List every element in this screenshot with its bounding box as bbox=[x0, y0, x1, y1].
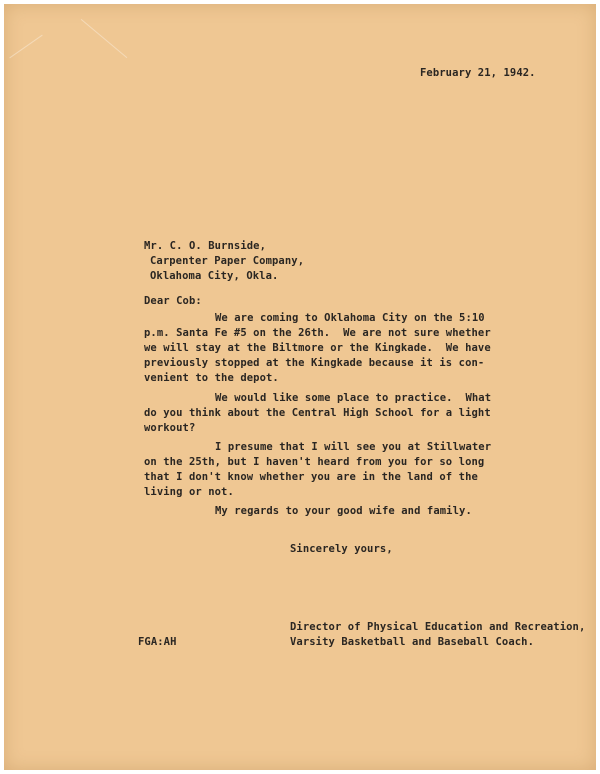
paragraph-line: workout? bbox=[144, 422, 196, 434]
signature-title: Varsity Basketball and Baseball Coach. bbox=[290, 636, 535, 648]
recipient-company: Carpenter Paper Company, bbox=[150, 255, 305, 267]
salutation: Dear Cob: bbox=[144, 295, 202, 307]
paragraph-line: My regards to your good wife and family. bbox=[215, 505, 472, 517]
paragraph-line: We would like some place to practice. What bbox=[215, 392, 492, 404]
signature-title: Director of Physical Education and Recreation, bbox=[290, 621, 586, 633]
paragraph-line: I presume that I will see you at Stillwater bbox=[215, 441, 492, 453]
closing: Sincerely yours, bbox=[290, 543, 393, 555]
paragraph-line: do you think about the Central High School for a light bbox=[144, 407, 491, 419]
paragraph-line: We are coming to Oklahoma City on the 5:10 bbox=[215, 312, 485, 324]
paragraph-line: on the 25th, but I haven't heard from you for so long bbox=[144, 456, 485, 468]
letter-date: February 21, 1942. bbox=[420, 67, 536, 79]
paper-crease bbox=[81, 19, 128, 58]
paragraph-line: we will stay at the Biltmore or the Kingkade. We have bbox=[144, 342, 491, 354]
recipient-city: Oklahoma City, Okla. bbox=[150, 270, 279, 282]
letter-page bbox=[4, 4, 596, 770]
typist-initials: FGA:AH bbox=[138, 636, 177, 648]
paragraph-line: previously stopped at the Kingkade because it is con- bbox=[144, 357, 485, 369]
recipient-name: Mr. C. O. Burnside, bbox=[144, 240, 267, 252]
paragraph-line: venient to the depot. bbox=[144, 372, 279, 384]
paragraph-line: that I don't know whether you are in the land of the bbox=[144, 471, 478, 483]
paragraph-line: p.m. Santa Fe #5 on the 26th. We are not sure whether bbox=[144, 327, 491, 339]
paragraph-line: living or not. bbox=[144, 486, 234, 498]
paper-crease bbox=[9, 35, 42, 59]
